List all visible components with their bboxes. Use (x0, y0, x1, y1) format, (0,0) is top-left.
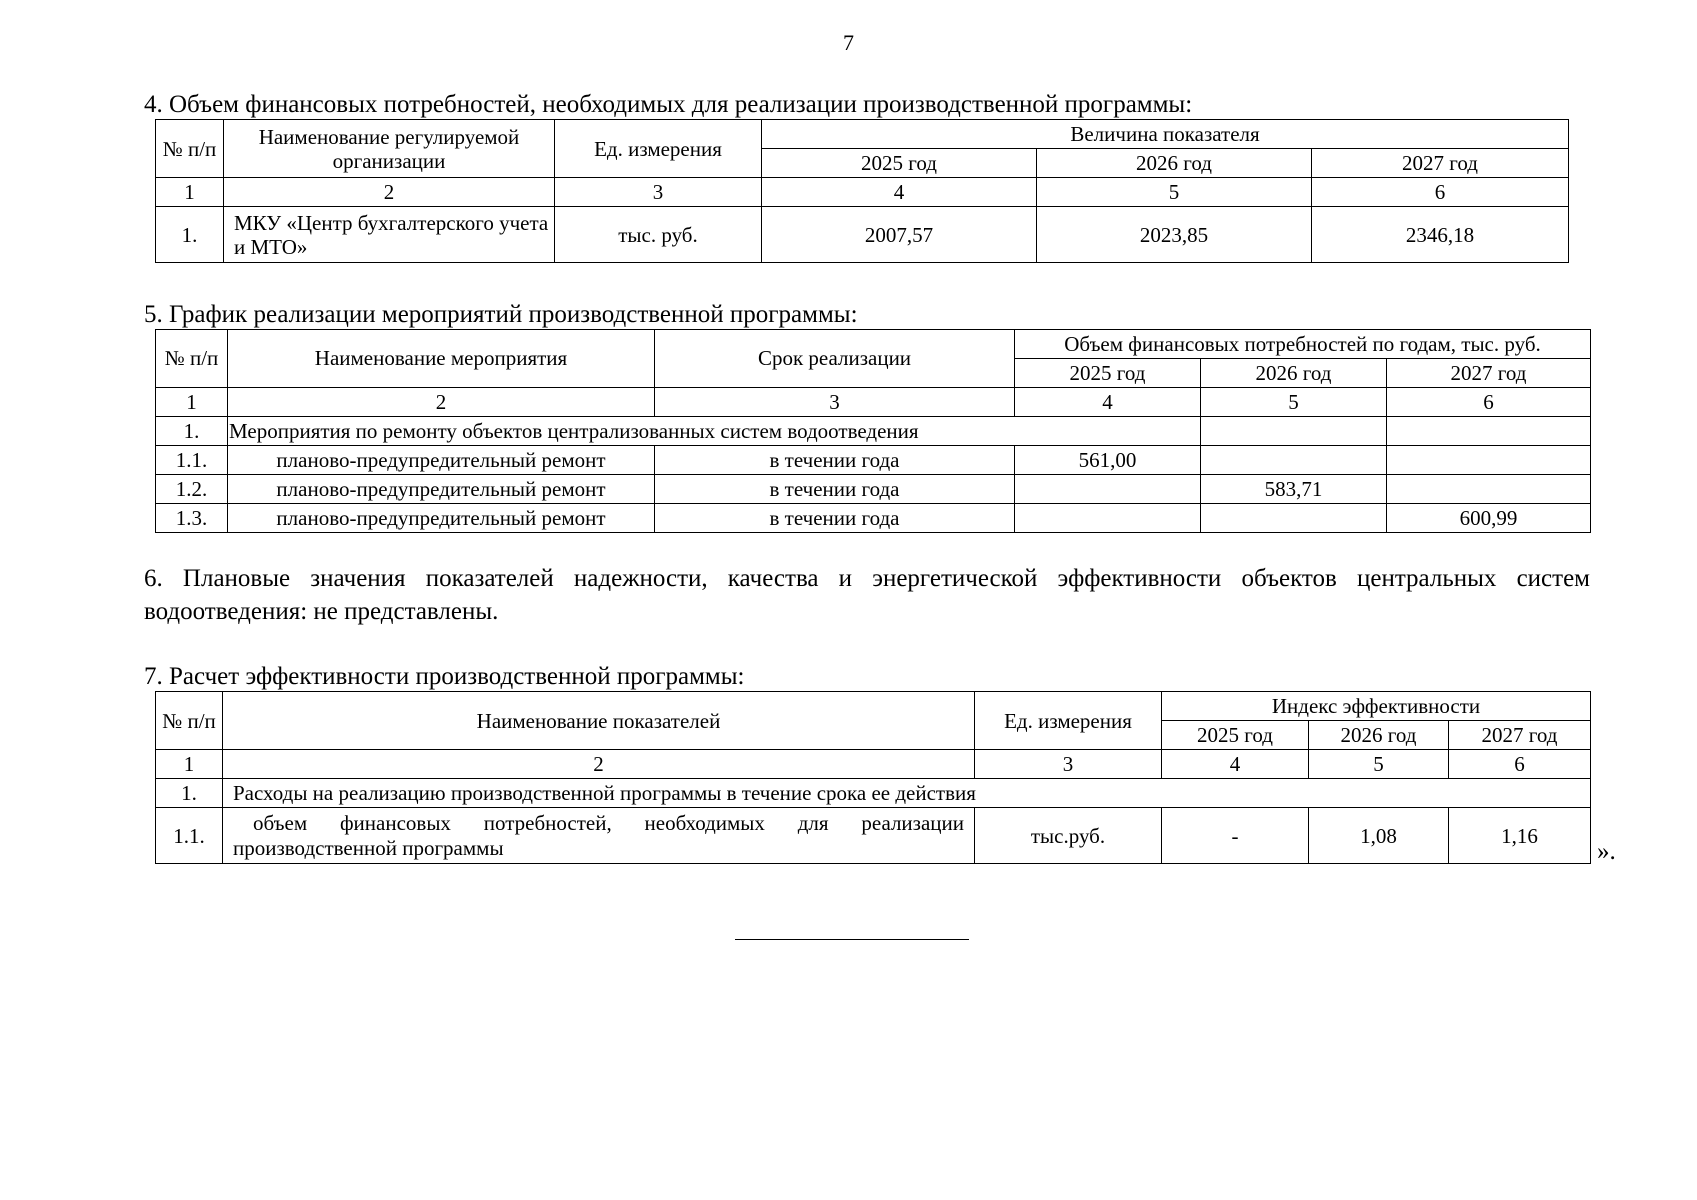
column-number: 5 (1037, 178, 1312, 207)
group-title: Расходы на реализацию производственной программы в течение срока ее действия (223, 779, 1591, 808)
group-title: Мероприятия по ремонту объектов централизованных систем водоотведения (228, 417, 1201, 446)
header-indicator-name: Наименование показателей (223, 692, 975, 750)
value-2027 (1387, 475, 1591, 504)
activity-name: планово-предупредительный ремонт (228, 446, 655, 475)
header-year-2025: 2025 год (1015, 359, 1201, 388)
header-year-2026: 2026 год (1037, 149, 1312, 178)
activity-term: в течении года (655, 475, 1015, 504)
header-year-2026: 2026 год (1201, 359, 1387, 388)
table-row (156, 808, 1591, 864)
row-num: 1. (156, 779, 223, 808)
header-activity-name: Наименование мероприятия (228, 330, 655, 388)
indicator-name: объем финансовых потребностей, необходимых для реализации производственной программы (223, 808, 975, 864)
closing-quote: ». (1597, 838, 1616, 865)
column-number: 1 (156, 750, 223, 779)
column-number: 1 (156, 178, 224, 207)
value-2026 (1201, 504, 1387, 533)
page-number: 7 (843, 30, 854, 55)
column-number: 3 (975, 750, 1162, 779)
section-5-heading: 5. График реализации мероприятий производственной программы: (144, 301, 858, 328)
row-unit: тыс. руб. (555, 207, 762, 263)
empty-cell (1387, 417, 1591, 446)
header-year-2025: 2025 год (1162, 721, 1309, 750)
header-unit: Ед. измерения (555, 120, 762, 178)
value-2026: 2023,85 (1037, 207, 1312, 263)
value-2026: 583,71 (1201, 475, 1387, 504)
header-num: № п/п (156, 120, 224, 178)
table-row (156, 475, 1591, 504)
column-number: 5 (1201, 388, 1387, 417)
column-number: 6 (1387, 388, 1591, 417)
row-num: 1.2. (156, 475, 228, 504)
section-4-heading: 4. Объем финансовых потребностей, необходимых для реализации производственной программы: (144, 91, 1193, 118)
row-num: 1. (156, 207, 224, 263)
column-number: 2 (228, 388, 655, 417)
table-row (156, 207, 1569, 263)
group-row (156, 779, 1591, 808)
value-2027: 2346,18 (1312, 207, 1569, 263)
header-year-2027: 2027 год (1449, 721, 1591, 750)
value-2025 (1015, 475, 1201, 504)
value-2027: 600,99 (1387, 504, 1591, 533)
header-finance-group: Объем финансовых потребностей по годам, тыс. руб. (1015, 330, 1591, 359)
header-unit: Ед. измерения (975, 692, 1162, 750)
header-num: № п/п (156, 692, 223, 750)
header-year-2027: 2027 год (1387, 359, 1591, 388)
column-number: 2 (224, 178, 555, 207)
value-2026: 1,08 (1309, 808, 1449, 864)
row-unit: тыс.руб. (975, 808, 1162, 864)
activity-term: в течении года (655, 446, 1015, 475)
column-number: 4 (762, 178, 1037, 207)
column-number: 4 (1015, 388, 1201, 417)
column-number: 3 (555, 178, 762, 207)
end-divider (735, 939, 969, 940)
schedule-table (155, 329, 1591, 533)
empty-cell (1201, 417, 1387, 446)
value-2025: 561,00 (1015, 446, 1201, 475)
column-number: 6 (1449, 750, 1591, 779)
column-number-row (156, 750, 1591, 779)
value-2025: 2007,57 (762, 207, 1037, 263)
value-2026 (1201, 446, 1387, 475)
organization-name: МКУ «Центр бухгалтерского учета и МТО» (224, 207, 555, 263)
group-row (156, 417, 1591, 446)
activity-term: в течении года (655, 504, 1015, 533)
column-number-row (156, 388, 1591, 417)
header-year-2027: 2027 год (1312, 149, 1569, 178)
activity-name: планово-предупредительный ремонт (228, 504, 655, 533)
column-number: 3 (655, 388, 1015, 417)
table-row (156, 504, 1591, 533)
column-number: 4 (1162, 750, 1309, 779)
row-num: 1.3. (156, 504, 228, 533)
efficiency-table (155, 691, 1591, 864)
header-year-2026: 2026 год (1309, 721, 1449, 750)
table-row (156, 446, 1591, 475)
column-number: 5 (1309, 750, 1449, 779)
header-num: № п/п (156, 330, 228, 388)
column-number-row (156, 178, 1569, 207)
row-num: 1.1. (156, 446, 228, 475)
header-term: Срок реализации (655, 330, 1015, 388)
row-num: 1. (156, 417, 228, 446)
value-2025: - (1162, 808, 1309, 864)
value-2025 (1015, 504, 1201, 533)
column-number: 2 (223, 750, 975, 779)
activity-name: планово-предупредительный ремонт (228, 475, 655, 504)
header-index-group: Индекс эффективности (1162, 692, 1591, 721)
row-num: 1.1. (156, 808, 223, 864)
column-number: 1 (156, 388, 228, 417)
header-year-2025: 2025 год (762, 149, 1037, 178)
section-6-paragraph: 6. Плановые значения показателей надежности, качества и энергетической эффективности объектов центральных систем водоотведения: не представлены. (144, 565, 1590, 625)
header-value-group: Величина показателя (762, 120, 1569, 149)
column-number: 6 (1312, 178, 1569, 207)
section-7-heading: 7. Расчет эффективности производственной программы: (144, 663, 745, 690)
header-org-name: Наименование регулируемой организации (224, 120, 555, 178)
value-2027: 1,16 (1449, 808, 1591, 864)
financial-needs-table (155, 119, 1569, 263)
value-2027 (1387, 446, 1591, 475)
